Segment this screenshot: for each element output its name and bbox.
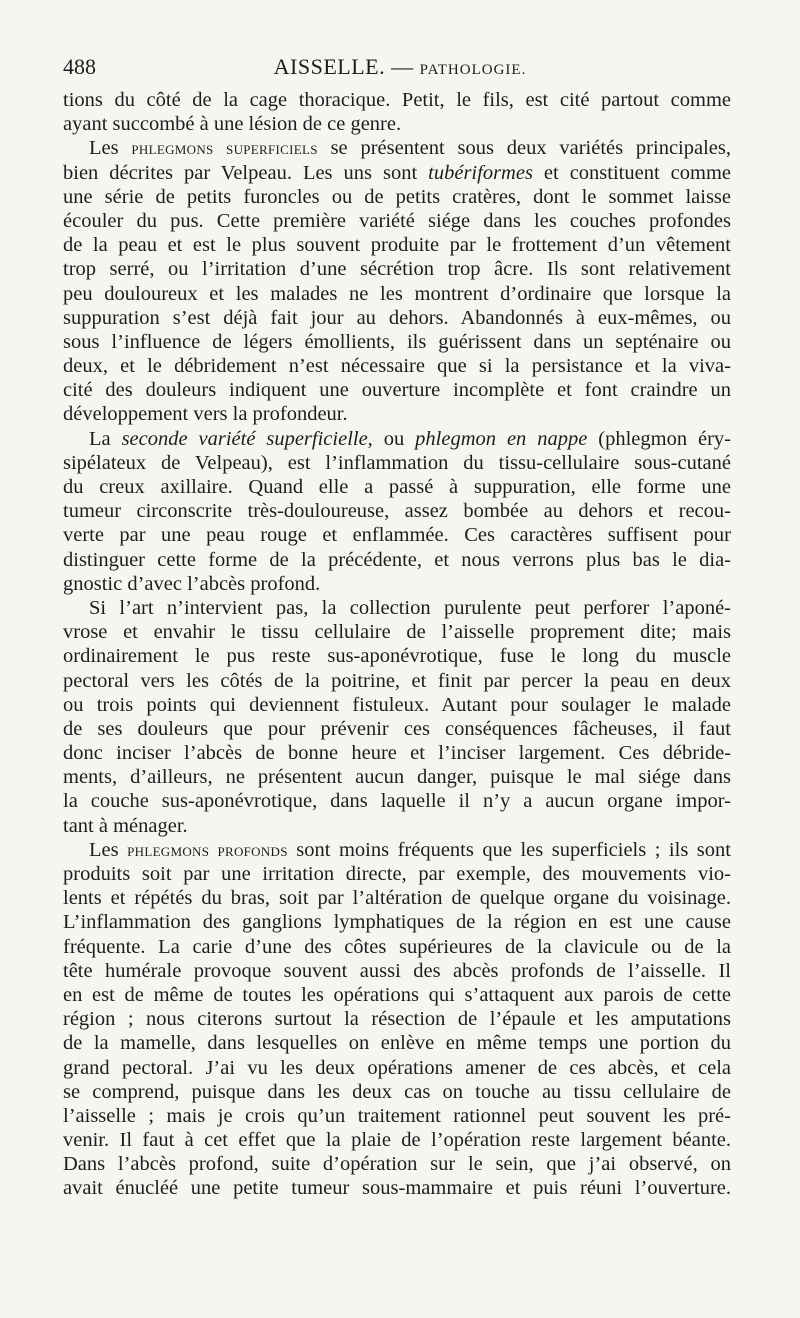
text-line: ayant succombé à une lésion de ce genre. xyxy=(63,113,402,136)
text-run: et constituent comme xyxy=(532,161,731,184)
text-line: deux, et le débridement n’est nécessaire que si la persistance et la viva- xyxy=(63,355,731,378)
small-caps-term: phlegmons superficiels xyxy=(131,138,318,159)
body-text xyxy=(63,88,731,1201)
text-line: tions du côté de la cage thoracique. Petit, le fils, est cité partout comme xyxy=(63,89,731,111)
text-line: vrose et envahir le tissu cellulaire de l’aisselle proprement dite; mais xyxy=(63,621,731,644)
text-line: Dans l’abcès profond, suite d’opération sur le sein, que j’ai observé, on xyxy=(63,1153,731,1176)
text-line xyxy=(63,838,731,862)
text-run: La xyxy=(89,427,122,450)
text-run: (phlegmon éry- xyxy=(587,427,732,450)
running-title-section: PATHOLOGIE. xyxy=(419,62,527,78)
page-header xyxy=(0,54,800,84)
text-line: de la peau et est le plus souvent produite par le frottement d’un vêtement xyxy=(63,234,731,257)
text-line xyxy=(63,161,731,185)
text-run: Les xyxy=(89,838,128,861)
text-line: une série de petits furoncles ou de petits cratères, dont le sommet laisse xyxy=(63,185,731,208)
text-line: verte par une peau rouge et enflammée. Ces caractères suffisent pour xyxy=(63,524,731,547)
text-line: donc inciser l’abcès de bonne heure et l’inciser largement. Ces débride- xyxy=(63,742,731,765)
text-line: trop serré, ou l’irritation d’une sécrétion trop âcre. Ils sont relativement xyxy=(63,258,731,281)
text-line: produits soit par une irritation directe, par exemple, des mouvements vio- xyxy=(63,863,731,885)
text-run: sont moins fréquents que les superficiels ; ils sont xyxy=(287,838,731,861)
running-title xyxy=(0,54,800,80)
text-run: Les xyxy=(89,137,132,160)
text-line: L’inflammation des ganglions lymphatiques de la région en est une cause xyxy=(63,911,731,934)
italic-term: tubériformes xyxy=(428,161,533,184)
text-line: lents et répétés du bras, soit par l’altération de quelque organe du voisinage. xyxy=(63,887,731,910)
text-line: cité des douleurs indiquent une ouverture incomplète et font craindre un xyxy=(63,379,731,402)
text-line: Si l’art n’intervient pas, la collection purulente peut perforer l’aponé- xyxy=(89,596,731,619)
running-title-main: AISSELLE. xyxy=(273,54,386,79)
text-line: sous l’influence de légers émollients, ils guérissent dans un septénaire ou xyxy=(63,330,731,353)
text-line: sipélateux de Velpeau), est l’inflammation du tissu-cellulaire sous-cutané xyxy=(63,451,731,474)
text-line: région ; nous citerons surtout la résection de l’épaule et les amputations xyxy=(63,1008,731,1031)
running-title-separator: — xyxy=(391,54,414,79)
text-line: ou trois points qui deviennent fistuleux. Autant pour soulager le malade xyxy=(63,693,731,716)
text-run: se présentent sous deux variétés principales, xyxy=(317,137,731,160)
text-line: écouler du pus. Cette première variété siége dans les couches profondes xyxy=(63,209,731,232)
text-line xyxy=(63,427,731,451)
text-line: peu douloureux et les malades ne les montrent d’ordinaire que lorsque la xyxy=(63,282,731,305)
text-line: de ses douleurs que pour prévenir ces conséquences fâcheuses, il faut xyxy=(63,717,731,740)
italic-term: seconde variété superficielle, xyxy=(121,427,373,450)
text-line: avait énucléé une petite tumeur sous-mammaire et puis réuni l’ouverture. xyxy=(63,1177,731,1200)
text-line: en est de même de toutes les opérations qui s’attaquent aux parois de cette xyxy=(63,983,731,1006)
text-line: fréquente. La carie d’une des côtes supérieures de la clavicule ou de la xyxy=(63,935,731,958)
text-line: tumeur circonscrite très-douloureuse, assez bombée au dehors et recou- xyxy=(63,500,731,523)
text-line: de la mamelle, dans lesquelles on enlève en même temps une portion du xyxy=(63,1032,731,1055)
text-line: du creux axillaire. Quand elle a passé à suppuration, elle forme une xyxy=(63,476,731,498)
text-line: ments, d’ailleurs, ne présentent aucun danger, puisque le mal siége dans xyxy=(63,766,731,789)
text-line xyxy=(63,136,731,160)
text-line: l’aisselle ; mais je crois qu’un traitement rationnel peut souvent les pré- xyxy=(63,1104,731,1127)
text-line: la couche sus-aponévrotique, dans laquelle il n’y a aucun organe impor- xyxy=(63,790,731,813)
text-line: développement vers la profondeur. xyxy=(63,403,348,426)
text-run: bien décrites par Velpeau. Les uns sont xyxy=(63,161,429,184)
text-line: suppuration s’est déjà fait jour au dehors. Abandonnés à eux-mêmes, ou xyxy=(63,306,731,329)
page-number: 488 xyxy=(63,54,96,79)
text-line: ordinairement le pus reste sus-aponévrotique, fuse le long du muscle xyxy=(63,645,731,668)
text-line: tant à ménager. xyxy=(63,814,188,837)
text-line: gnostic d’avec l’abcès profond. xyxy=(63,572,321,595)
text-line: pectoral vers les côtés de la poitrine, et finit par percer la peau en deux xyxy=(63,669,731,692)
text-line: tête humérale provoque souvent aussi des abcès profonds de l’aisselle. Il xyxy=(63,959,731,982)
small-caps-term: phlegmons profonds xyxy=(127,839,288,860)
italic-term: phlegmon en nappe xyxy=(415,427,588,450)
text-line: se comprend, puisque dans les deux cas on touche au tissu cellulaire de xyxy=(63,1080,731,1103)
text-line: venir. Il faut à cet effet que la plaie de l’opération reste largement béante. xyxy=(63,1129,731,1152)
text-line: distinguer cette forme de la précédente, et nous verrons plus bas le dia- xyxy=(63,548,731,571)
text-run: ou xyxy=(372,427,416,450)
text-line: grand pectoral. J’ai vu les deux opérations amener de ces abcès, et cela xyxy=(63,1056,731,1079)
